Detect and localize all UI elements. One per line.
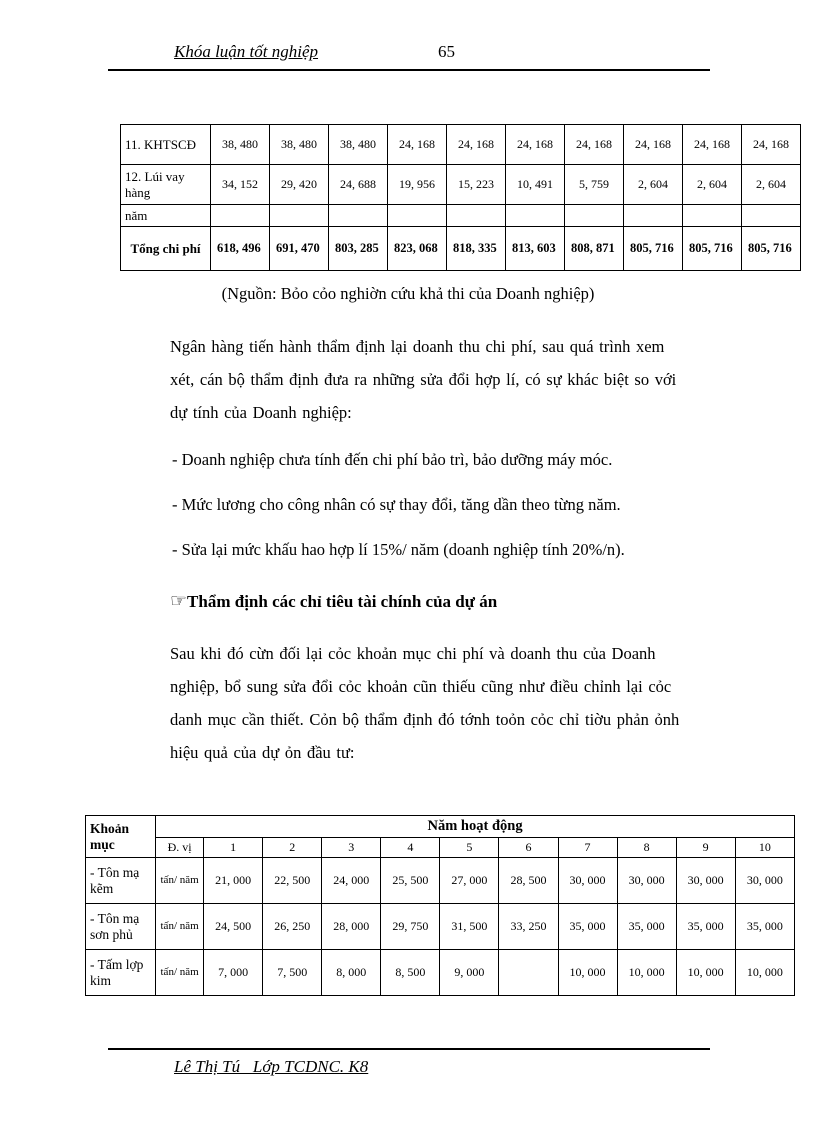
value-cell: 24, 000: [322, 858, 381, 904]
value-cell: 34, 152: [211, 165, 270, 205]
table-row: [121, 227, 801, 271]
value-cell: 808, 871: [565, 227, 624, 271]
value-cell: 24, 168: [388, 125, 447, 165]
value-cell: 2, 604: [683, 165, 742, 205]
value-cell: 10, 491: [506, 165, 565, 205]
bullet-item-wages: - Mức lương cho công nhân có sự thay đổi, tăng dần theo từng năm.: [172, 495, 621, 514]
value-cell: 618, 496: [211, 227, 270, 271]
value-cell: 24, 168: [742, 125, 801, 165]
value-cell: 35, 000: [558, 904, 617, 950]
bullet-item-maintenance: - Doanh nghiệp chưa tính đến chi phí bảo trì, bảo dưỡng máy móc.: [172, 450, 613, 469]
page-number: 65: [438, 42, 455, 61]
column-header-year: 9: [676, 838, 735, 858]
value-cell: 25, 500: [381, 858, 440, 904]
row-label: năm: [121, 205, 211, 227]
cost-summary-table: [120, 124, 801, 271]
value-cell: 803, 285: [329, 227, 388, 271]
column-header-year: 2: [263, 838, 322, 858]
column-header-year: 7: [558, 838, 617, 858]
row-label: Tổng chi phí: [121, 227, 211, 271]
value-cell: 823, 068: [388, 227, 447, 271]
value-cell: 22, 500: [263, 858, 322, 904]
value-cell: [499, 950, 558, 996]
value-cell: 2, 604: [742, 165, 801, 205]
row-label: - Tôn mạ sơn phủ: [86, 904, 156, 950]
value-cell: 38, 480: [329, 125, 388, 165]
value-cell: 5, 759: [565, 165, 624, 205]
value-cell: 35, 000: [735, 904, 794, 950]
value-cell: 30, 000: [558, 858, 617, 904]
value-cell: 10, 000: [558, 950, 617, 996]
value-cell: 33, 250: [499, 904, 558, 950]
column-header-year: 4: [381, 838, 440, 858]
bullet-item-depreciation: - Sửa lại mức khấu hao hợp lí 15%/ năm (doanh nghiệp tính 20%/n).: [172, 540, 625, 559]
value-cell: 30, 000: [676, 858, 735, 904]
column-header-year: 3: [322, 838, 381, 858]
column-header-year: 5: [440, 838, 499, 858]
document-title: Khóa luận tốt nghiệp: [174, 42, 319, 61]
value-cell: 24, 168: [565, 125, 624, 165]
value-cell: 21, 000: [204, 858, 263, 904]
value-cell: 38, 480: [211, 125, 270, 165]
value-cell: 28, 500: [499, 858, 558, 904]
value-cell: [329, 205, 388, 227]
value-cell: [624, 205, 683, 227]
value-cell: [211, 205, 270, 227]
value-cell: [270, 205, 329, 227]
value-cell: 24, 688: [329, 165, 388, 205]
unit-cell: tấn/ năm: [156, 858, 204, 904]
value-cell: 805, 716: [624, 227, 683, 271]
value-cell: 805, 716: [683, 227, 742, 271]
value-cell: 24, 500: [204, 904, 263, 950]
page-header: [108, 42, 710, 71]
value-cell: 29, 420: [270, 165, 329, 205]
value-cell: 10, 000: [676, 950, 735, 996]
value-cell: 691, 470: [270, 227, 329, 271]
table-header-row-group: [86, 816, 795, 838]
column-header-year: 1: [204, 838, 263, 858]
row-label: - Tôn mạ kẽm: [86, 858, 156, 904]
value-cell: 35, 000: [617, 904, 676, 950]
value-cell: 26, 250: [263, 904, 322, 950]
table-row: [86, 858, 795, 904]
table-row: [121, 205, 801, 227]
author-signature: Lê Thị Tú_ Lớp TCDNC. K8: [174, 1057, 369, 1076]
value-cell: [506, 205, 565, 227]
value-cell: 31, 500: [440, 904, 499, 950]
paragraph-appraisal-intro: Ngân hàng tiến hành thẩm định lại doanh thu chi phí, sau quá trình xem xét, cán bộ thẩm định đưa ra những sửa đổi hợp lí, có sự khác biệt so với dự tính của Doanh nghiệp:: [170, 337, 677, 422]
page-footer: [108, 1048, 710, 1077]
pointing-hand-icon: ☞: [170, 591, 188, 612]
value-cell: 28, 000: [322, 904, 381, 950]
value-cell: [565, 205, 624, 227]
value-cell: 27, 000: [440, 858, 499, 904]
value-cell: 7, 500: [263, 950, 322, 996]
value-cell: 19, 956: [388, 165, 447, 205]
value-cell: 24, 168: [447, 125, 506, 165]
paragraph-criteria-calculation: Sau khi đó cừn đối lại cỏc khoản mục chi phí và doanh thu của Doanh nghiệp, bổ sung sửa đổi cỏc khoản cũn thiếu cũng như điều chỉnh lại cỏc danh mục cần thiết. Cỏn bộ thẩm định đó tớnh toỏn cỏc chỉ tiờu phản ỏnh hiệu quả của dự ỏn đầu tư:: [170, 644, 680, 762]
table-row: [86, 950, 795, 996]
value-cell: 24, 168: [506, 125, 565, 165]
table-row: [86, 904, 795, 950]
value-cell: 15, 223: [447, 165, 506, 205]
value-cell: [683, 205, 742, 227]
value-cell: 24, 168: [624, 125, 683, 165]
column-header-category: Khoản mục: [86, 816, 156, 858]
column-header-year: 6: [499, 838, 558, 858]
table-source-caption: (Nguồn: Bỏo cỏo nghiờn cứu khả thi của Doanh nghiệp): [221, 284, 595, 303]
table-row: [121, 165, 801, 205]
unit-cell: tấn/ năm: [156, 950, 204, 996]
table-header-row-years: [86, 838, 795, 858]
column-group-header-years: Năm hoạt động: [156, 816, 795, 838]
row-label: - Tấm lợp kim: [86, 950, 156, 996]
value-cell: 813, 603: [506, 227, 565, 271]
column-header-year: 10: [735, 838, 794, 858]
value-cell: 10, 000: [617, 950, 676, 996]
value-cell: 38, 480: [270, 125, 329, 165]
row-label: 11. KHTSCĐ: [121, 125, 211, 165]
value-cell: [388, 205, 447, 227]
value-cell: 805, 716: [742, 227, 801, 271]
value-cell: 35, 000: [676, 904, 735, 950]
table-row: [121, 125, 801, 165]
value-cell: 8, 000: [322, 950, 381, 996]
value-cell: 29, 750: [381, 904, 440, 950]
value-cell: 24, 168: [683, 125, 742, 165]
row-label: 12. Lúi vay hàng: [121, 165, 211, 205]
capacity-by-year-table: [85, 815, 795, 996]
value-cell: 30, 000: [617, 858, 676, 904]
value-cell: [447, 205, 506, 227]
value-cell: 8, 500: [381, 950, 440, 996]
unit-cell: tấn/ năm: [156, 904, 204, 950]
section-heading-financial-criteria: [170, 590, 497, 613]
column-header-unit: Đ. vị: [156, 838, 204, 858]
value-cell: 7, 000: [204, 950, 263, 996]
value-cell: [742, 205, 801, 227]
value-cell: 30, 000: [735, 858, 794, 904]
value-cell: 9, 000: [440, 950, 499, 996]
value-cell: 2, 604: [624, 165, 683, 205]
column-header-year: 8: [617, 838, 676, 858]
value-cell: 10, 000: [735, 950, 794, 996]
section-heading-text: Thẩm định các chỉ tiêu tài chính của dự án: [187, 592, 498, 611]
value-cell: 818, 335: [447, 227, 506, 271]
